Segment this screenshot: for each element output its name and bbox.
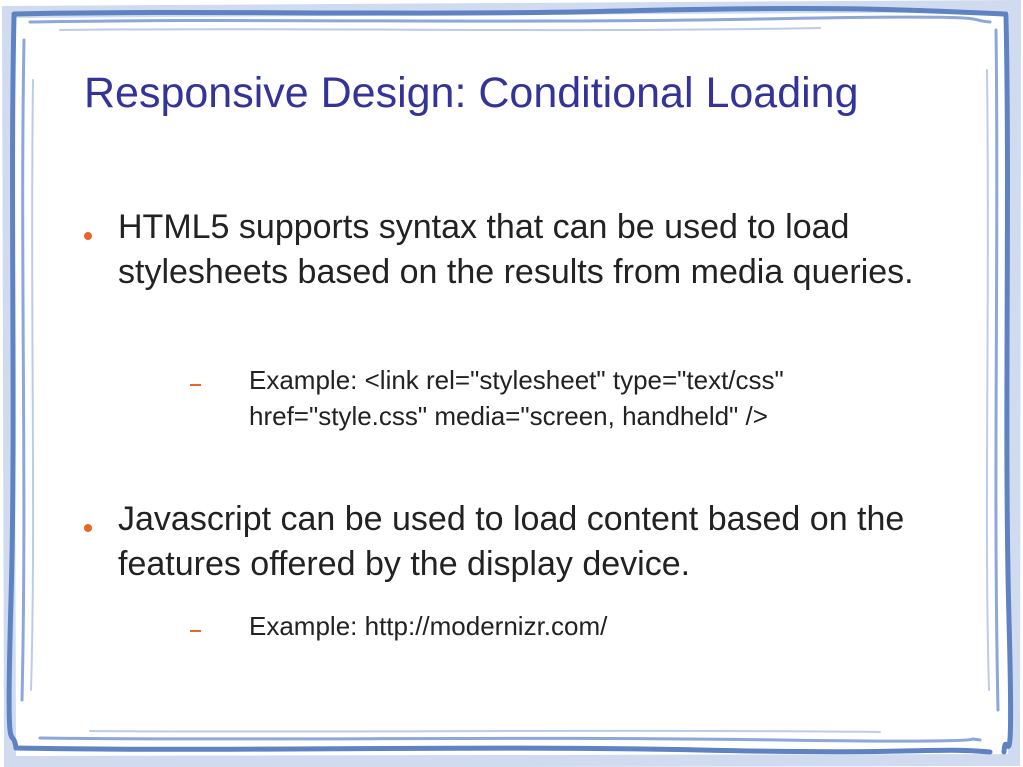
orange-dot-icon xyxy=(84,524,92,532)
slide-title: Responsive Design: Conditional Loading xyxy=(84,69,859,117)
orange-dash-icon xyxy=(190,630,201,632)
orange-dot-icon xyxy=(84,232,92,240)
orange-dash-icon xyxy=(190,384,201,386)
sub-bullet-text: Example: <link rel="stylesheet" type="text/css" href="style.css" media="screen, handheld" /> xyxy=(249,365,784,431)
bullet-text: HTML5 supports syntax that can be used to load stylesheets based on the results from media queries. xyxy=(118,208,914,291)
bullet-text: Javascript can be used to load content based on the features offered by the display device. xyxy=(118,500,905,583)
sub-bullet-text: Example: http://modernizr.com/ xyxy=(249,611,608,641)
